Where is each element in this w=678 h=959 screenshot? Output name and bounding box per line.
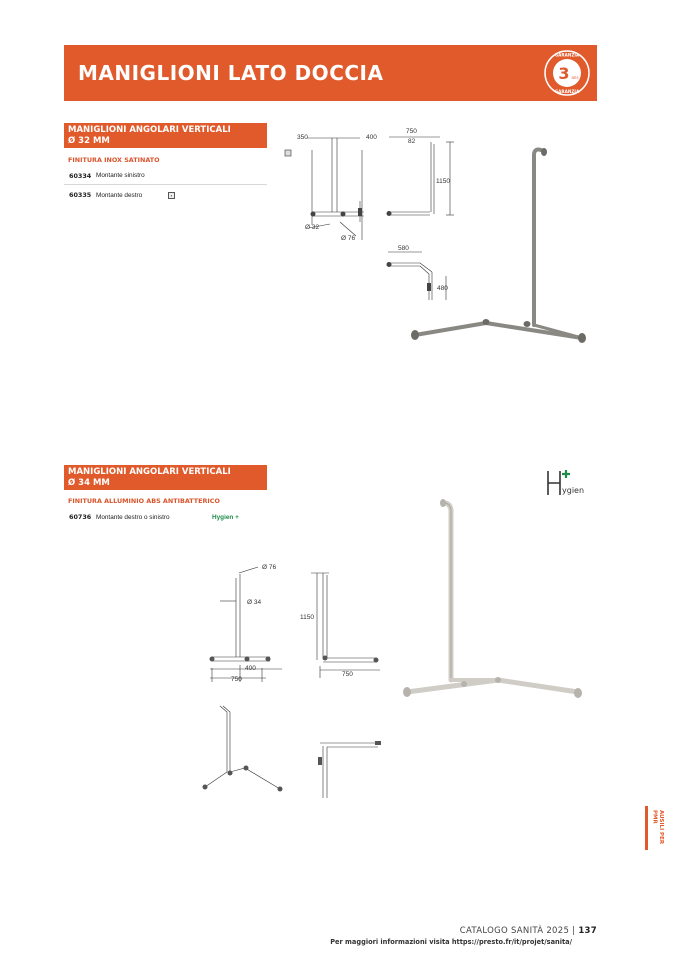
side-tab-label — [651, 810, 664, 850]
section-title-line2: Ø 32 MM — [68, 135, 110, 146]
footer-catalog — [460, 926, 597, 936]
dim-750-front: 750 — [231, 676, 242, 683]
finish-label: FINITURA ALLUMINIO ABS ANTIBATTERICO — [68, 497, 220, 505]
dim-diameter-76: Ø 76 — [262, 564, 277, 571]
dim-350: 350 — [297, 134, 308, 141]
warranty-word-bottom: GARANZIA — [554, 89, 580, 94]
dim-480: 480 — [437, 285, 448, 292]
footer-divider: | — [572, 926, 579, 936]
dim-580: 580 — [398, 245, 409, 252]
hygien-logo-text: ygien — [562, 486, 585, 495]
product-code: 60334 — [69, 171, 92, 180]
hygien-tag: Hygien + — [212, 513, 239, 521]
warranty-word-top: GARANZIA — [554, 52, 580, 58]
mirror-icon: ▪ — [168, 192, 175, 199]
product-description: Montante destro o sinistro — [96, 513, 170, 521]
product-code: 60736 — [69, 513, 92, 521]
product-description: Montante sinistro — [96, 172, 145, 179]
page-number: 137 — [578, 926, 597, 936]
side-tab-line2: PER PMR — [651, 810, 664, 845]
page-title: MANIGLIONI LATO DOCCIA — [78, 61, 384, 85]
dim-diameter-34: Ø 34 — [247, 599, 262, 606]
grab-bar-aluminium-render — [407, 503, 578, 692]
dim-82: 82 — [408, 138, 416, 145]
warranty-unit: ans — [571, 75, 579, 80]
dim-1150: 1150 — [436, 178, 450, 185]
dim-400: 400 — [245, 665, 256, 672]
section-title-line2: Ø 34 MM — [68, 477, 110, 488]
finish-label: FINITURA INOX SATINATO — [68, 156, 160, 164]
section-title-line1: MANIGLIONI ANGOLARI VERTICALI — [68, 467, 231, 477]
section-title-line1: MANIGLIONI ANGOLARI VERTICALI — [68, 125, 231, 135]
warranty-number: 3 — [558, 64, 570, 83]
dim-1150: 1150 — [300, 614, 314, 621]
side-category-tab[interactable] — [645, 806, 665, 850]
dim-750-side: 750 — [342, 671, 353, 678]
dim-diameter-32: Ø 32 — [305, 224, 320, 231]
product-code: 60335 — [69, 191, 92, 199]
side-tab-line1: AUSILI — [658, 810, 664, 831]
dim-400: 400 — [366, 134, 377, 141]
product-description: Montante destro — [96, 191, 143, 199]
footer-info-link[interactable]: Per maggiori informazioni visita https://presto.fr/it/projet/sanita/ — [330, 938, 572, 946]
dim-750: 750 — [406, 128, 417, 135]
catalog-name: CATALOGO SANITÀ 2025 — [459, 926, 570, 936]
dim-diameter-76: Ø 76 — [341, 235, 356, 242]
